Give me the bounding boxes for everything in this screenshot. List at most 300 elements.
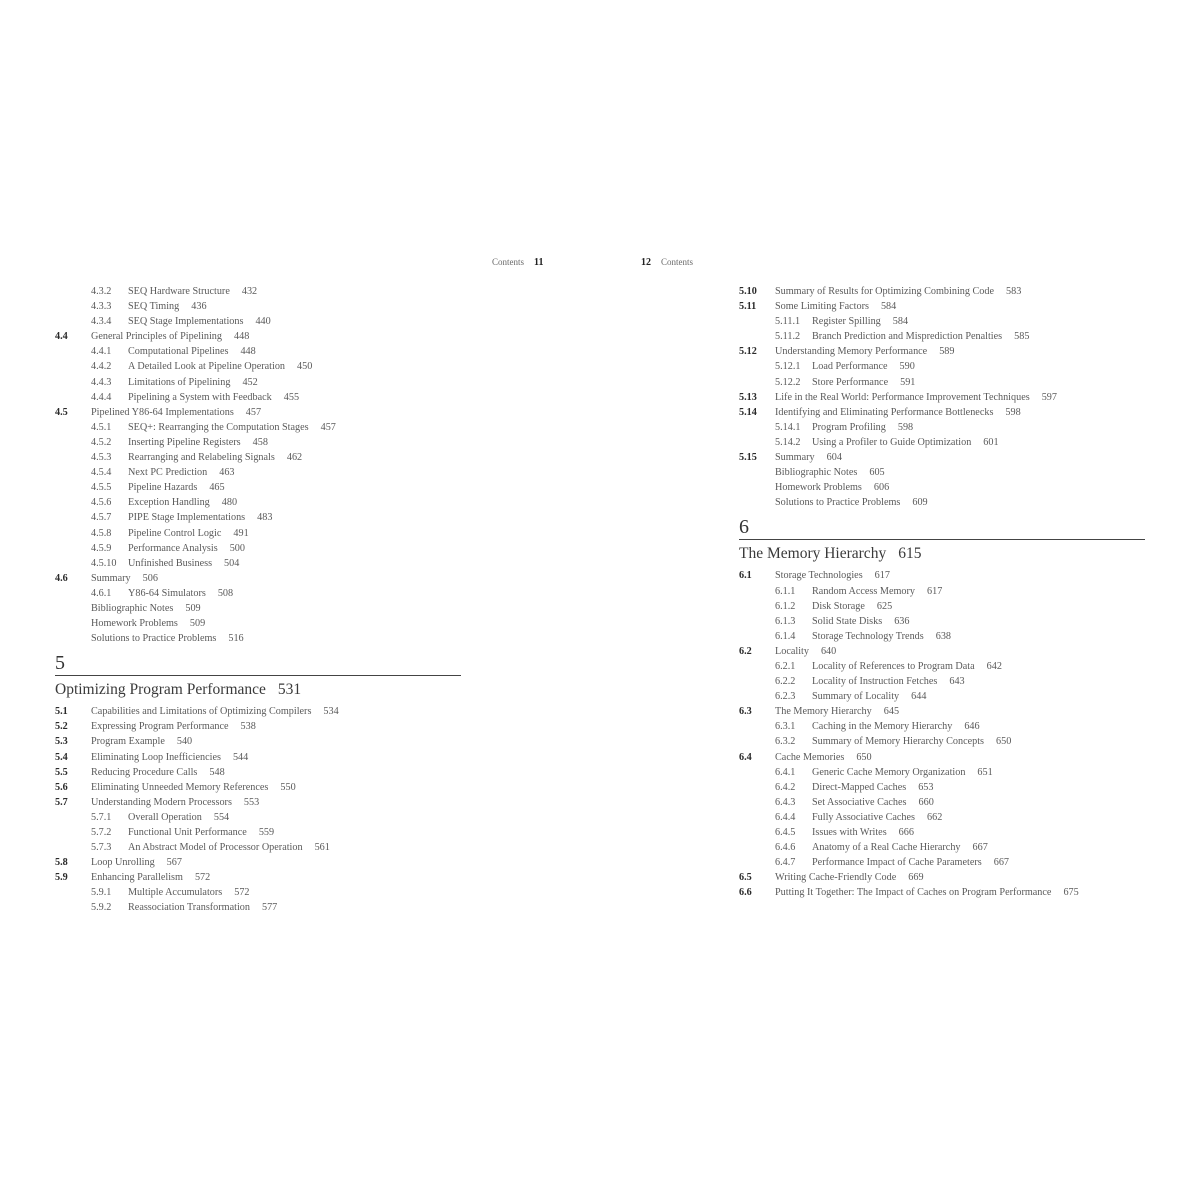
entry-page-number: 643 (949, 676, 965, 688)
toc-page-left (55, 284, 465, 916)
subsection-number: 5.11.1 (775, 316, 801, 328)
section-number: 5.7 (55, 796, 68, 808)
entry-title (812, 689, 926, 704)
entry-title (812, 734, 1011, 749)
entry-title-text: Eliminating Loop Inefficiencies (91, 751, 221, 763)
toc-subsection-entry (55, 359, 465, 374)
toc-subsection-entry (739, 659, 1149, 674)
toc-subsection-entry (55, 586, 465, 601)
entry-page-number: 598 (897, 421, 914, 433)
entry-title (91, 750, 248, 765)
entry-title (91, 765, 225, 780)
subsection-number: 5.9.2 (91, 902, 112, 914)
entry-title (91, 855, 182, 870)
entry-title (128, 299, 207, 314)
entry-page-number: 462 (286, 452, 303, 464)
toc-section-entry (55, 631, 465, 646)
section-number: 6.2 (739, 645, 752, 657)
toc-subsection-entry (55, 556, 465, 571)
entry-title-text: SEQ+: Rearranging the Computation Stages (128, 421, 309, 433)
subsection-number: 4.3.4 (91, 316, 112, 328)
entry-title (812, 375, 915, 390)
toc-subsection-entry (739, 614, 1149, 629)
toc-subsection-entry (739, 359, 1149, 374)
entry-title (128, 344, 256, 359)
entry-title-text: Performance Impact of Cache Parameters (812, 857, 982, 869)
toc-subsection-entry (739, 435, 1149, 450)
chapter-rule (739, 539, 1145, 540)
entry-title-text: Exception Handling (128, 497, 210, 509)
running-head-left-label: Contents (492, 257, 525, 267)
section-number: 6.5 (739, 872, 752, 884)
entry-page-number: 646 (964, 721, 980, 733)
toc-subsection-entry (739, 780, 1149, 795)
entry-page-number: 458 (252, 436, 268, 448)
entry-title-text: PIPE Stage Implementations (128, 512, 246, 524)
entry-page-number: 567 (166, 857, 182, 869)
entry-title-text: Summary of Results for Optimizing Combining Code (775, 286, 995, 297)
section-number: 5.1 (55, 706, 68, 718)
toc-subsection-entry (55, 510, 465, 525)
toc-subsection-entry (739, 825, 1149, 840)
subsection-number: 6.2.2 (775, 676, 796, 688)
entry-page-number: 572 (194, 872, 211, 884)
entry-title (775, 390, 1057, 405)
entry-title (128, 375, 258, 390)
toc-subsection-entry (55, 840, 465, 855)
section-number: 5.11 (739, 301, 757, 313)
entry-title-text: Anatomy of a Real Cache Hierarchy (812, 842, 961, 854)
toc-subsection-entry (739, 734, 1149, 749)
entry-title (91, 704, 339, 719)
toc-section-entry (739, 885, 1149, 900)
entry-title-text: Identifying and Eliminating Performance Bottlenecks (775, 406, 994, 418)
entry-page-number: 644 (911, 691, 927, 703)
page-number-right: 12 (641, 257, 651, 268)
toc-section-entry (739, 495, 1149, 510)
toc-subsection-entry (739, 375, 1149, 390)
entry-page-number: 534 (323, 706, 339, 718)
toc-subsection-entry (739, 810, 1149, 825)
entry-title-text: SEQ Hardware Structure (128, 286, 230, 297)
toc-section-entry (739, 750, 1149, 765)
entry-page-number: 509 (189, 618, 206, 630)
entry-title (91, 631, 244, 646)
entry-page-number: 651 (977, 766, 993, 778)
chapter-heading (55, 652, 465, 702)
entry-title (812, 584, 942, 599)
entry-title (775, 495, 928, 510)
subsection-number: 5.9.1 (91, 887, 112, 899)
toc-subsection-entry (739, 674, 1149, 689)
entry-title-text: Eliminating Unneeded Memory References (91, 781, 269, 793)
entry-title (812, 855, 1009, 870)
entry-title-text: Solutions to Practice Problems (775, 497, 901, 509)
subsection-number: 4.4.4 (91, 391, 112, 403)
toc-section-entry (739, 450, 1149, 465)
entry-title (128, 526, 249, 541)
entry-title-text: Program Profiling (812, 421, 886, 433)
subsection-number: 6.2.3 (775, 691, 796, 703)
toc-subsection-entry (739, 314, 1149, 329)
entry-title-text: Load Performance (812, 361, 888, 373)
entry-page-number: 667 (993, 857, 1009, 869)
entry-title (128, 586, 233, 601)
entry-title (91, 329, 249, 344)
entry-title-text: Homework Problems (91, 618, 178, 630)
toc-subsection-entry (55, 284, 465, 299)
entry-title-text: Solutions to Practice Problems (91, 633, 217, 645)
entry-page-number: 636 (894, 615, 910, 627)
subsection-number: 6.4.4 (775, 811, 796, 823)
toc-list (739, 284, 1149, 510)
section-number: 5.12 (739, 346, 757, 358)
entry-page-number: 584 (880, 301, 897, 313)
entry-page-number: 598 (1005, 406, 1021, 418)
subsection-number: 6.4.6 (775, 842, 796, 854)
entry-page-number: 432 (241, 286, 258, 297)
entry-title (128, 390, 299, 405)
subsection-number: 5.7.1 (91, 811, 112, 823)
entry-page-number: 597 (1041, 391, 1057, 403)
entry-title-text: Some Limiting Factors (775, 301, 869, 313)
toc-section-entry (739, 299, 1149, 314)
toc-subsection-entry (55, 825, 465, 840)
entry-page-number: 609 (912, 497, 928, 509)
section-number: 5.2 (55, 721, 68, 733)
entry-title-text: Direct-Mapped Caches (812, 781, 907, 793)
chapter-number: 6 (739, 516, 749, 539)
toc-section-entry (739, 568, 1149, 583)
chapter-title-text: The Memory Hierarchy (739, 545, 887, 563)
entry-title (775, 870, 924, 885)
entry-title-text: Rearranging and Relabeling Signals (128, 452, 275, 464)
section-number: 5.13 (739, 391, 757, 403)
toc-subsection-entry (739, 329, 1149, 344)
entry-title-text: Enhancing Parallelism (91, 872, 183, 884)
entry-title-text: Understanding Memory Performance (775, 346, 928, 358)
entry-page-number: 605 (869, 467, 885, 479)
entry-title (775, 284, 1021, 299)
toc-section-entry (55, 750, 465, 765)
chapter-rule (55, 675, 461, 676)
entry-title (91, 719, 256, 734)
toc-section-entry (739, 390, 1149, 405)
toc-section-entry (55, 616, 465, 631)
entry-title (128, 840, 330, 855)
entry-page-number: 548 (209, 766, 225, 778)
toc-subsection-entry (55, 435, 465, 450)
entry-page-number: 508 (217, 587, 234, 599)
entry-page-number: 585 (1014, 331, 1030, 343)
entry-title (91, 405, 261, 420)
entry-page-number: 645 (883, 706, 900, 718)
entry-title (128, 810, 229, 825)
entry-title (128, 900, 277, 915)
subsection-number: 6.4.5 (775, 827, 796, 838)
toc-section-entry (739, 344, 1149, 359)
section-number: 5.9 (55, 872, 68, 884)
subsection-number: 5.7.3 (91, 842, 112, 854)
entry-title (812, 359, 915, 374)
entry-title-text: Expressing Program Performance (91, 721, 229, 733)
toc-section-entry (55, 795, 465, 810)
entry-title-text: Store Performance (812, 376, 889, 388)
entry-page-number: 509 (185, 602, 201, 614)
entry-title-text: Pipelining a System with Feedback (128, 391, 272, 403)
entry-title-text: Generic Cache Memory Organization (812, 766, 966, 778)
toc-subsection-entry (55, 480, 465, 495)
subsection-number: 6.4.1 (775, 766, 796, 778)
subsection-number: 4.5.4 (91, 467, 112, 479)
entry-title (812, 810, 942, 825)
entry-title-text: A Detailed Look at Pipeline Operation (128, 361, 286, 373)
entry-page-number: 450 (297, 361, 313, 373)
entry-title (128, 556, 239, 571)
toc-list (55, 704, 465, 915)
entry-title (91, 616, 205, 631)
entry-title (91, 571, 158, 586)
entry-title (812, 629, 951, 644)
entry-title-text: General Principles of Pipelining (91, 331, 222, 343)
entry-title (128, 885, 250, 900)
entry-title (812, 719, 980, 734)
toc-subsection-entry (55, 885, 465, 900)
toc-section-entry (739, 405, 1149, 420)
entry-title-text: Summary (91, 572, 131, 584)
toc-list (55, 284, 465, 646)
subsection-number: 4.4.1 (91, 346, 112, 358)
entry-page-number: 553 (243, 796, 260, 808)
toc-subsection-entry (739, 719, 1149, 734)
section-number: 5.3 (55, 736, 68, 748)
entry-title-text: Disk Storage (812, 600, 865, 612)
entry-title-text: Solid State Disks (812, 615, 883, 627)
entry-title (91, 870, 210, 885)
toc-section-entry (739, 704, 1149, 719)
entry-title (775, 344, 954, 359)
section-number: 5.10 (739, 286, 757, 297)
entry-title-text: Functional Unit Performance (128, 827, 247, 838)
chapter-title-text: Optimizing Program Performance (55, 681, 266, 699)
entry-page-number: 572 (234, 887, 250, 899)
section-number: 6.1 (739, 570, 752, 582)
subsection-number: 6.1.1 (775, 585, 796, 597)
entry-title-text: Locality of References to Program Data (812, 660, 975, 672)
section-number: 6.3 (739, 706, 752, 718)
entry-title-text: Understanding Modern Processors (91, 796, 232, 808)
toc-subsection-entry (55, 465, 465, 480)
entry-title-text: An Abstract Model of Processor Operation (128, 842, 303, 854)
toc-subsection-entry (55, 299, 465, 314)
subsection-number: 4.3.2 (91, 286, 112, 297)
entry-title-text: Fully Associative Caches (812, 811, 915, 823)
entry-title-text: The Memory Hierarchy (775, 706, 872, 718)
entry-title (128, 420, 336, 435)
section-number: 5.15 (739, 452, 757, 464)
entry-title (812, 840, 988, 855)
entry-title-text: Limitations of Pipelining (128, 376, 231, 388)
entry-title-text: Branch Prediction and Misprediction Penalties (812, 331, 1003, 343)
entry-title (775, 299, 896, 314)
entry-page-number: 538 (240, 721, 256, 733)
toc-section-entry (739, 644, 1149, 659)
section-number: 5.5 (55, 766, 68, 778)
running-head-right (641, 257, 693, 268)
entry-title (91, 601, 201, 616)
subsection-number: 6.4.3 (775, 796, 796, 808)
subsection-number: 5.11.2 (775, 331, 801, 343)
entry-title-text: Summary of Memory Hierarchy Concepts (812, 736, 985, 748)
toc-subsection-entry (55, 450, 465, 465)
entry-page-number: 606 (873, 482, 890, 494)
section-number: 5.4 (55, 751, 68, 763)
entry-page-number: 457 (245, 406, 262, 418)
chapter-title (739, 544, 1149, 566)
subsection-number: 4.5.3 (91, 452, 112, 464)
toc-section-entry (55, 329, 465, 344)
toc-subsection-entry (55, 314, 465, 329)
subsection-number: 6.3.2 (775, 736, 796, 748)
toc-page-right (739, 284, 1149, 900)
chapter-heading (739, 516, 1149, 566)
toc-subsection-entry (739, 420, 1149, 435)
entry-page-number: 516 (228, 633, 244, 645)
subsection-number: 4.6.1 (91, 587, 112, 599)
entry-title-text: Putting It Together: The Impact of Caches on Program Performance (775, 887, 1052, 899)
entry-page-number: 662 (927, 811, 943, 823)
entry-page-number: 457 (320, 421, 336, 433)
entry-title-text: SEQ Timing (128, 301, 180, 313)
entry-title (128, 825, 274, 840)
entry-title-text: Set Associative Caches (812, 796, 907, 808)
entry-title-text: Bibliographic Notes (775, 467, 858, 479)
subsection-number: 4.5.8 (91, 527, 112, 539)
entry-title-text: Summary of Locality (812, 691, 900, 703)
toc-subsection-entry (55, 344, 465, 359)
entry-page-number: 463 (219, 467, 235, 479)
entry-title-text: Homework Problems (775, 482, 862, 494)
entry-page-number: 583 (1006, 286, 1022, 297)
entry-page-number: 465 (209, 482, 225, 494)
entry-title (128, 495, 237, 510)
entry-title-text: Inserting Pipeline Registers (128, 436, 241, 448)
entry-page-number: 638 (935, 630, 952, 642)
subsection-number: 5.14.1 (775, 421, 801, 433)
entry-title (812, 765, 993, 780)
entry-page-number: 448 (240, 346, 256, 358)
toc-section-entry (55, 855, 465, 870)
entry-page-number: 640 (820, 645, 837, 657)
toc-subsection-entry (739, 855, 1149, 870)
section-number: 4.4 (55, 331, 68, 343)
toc-subsection-entry (739, 629, 1149, 644)
entry-page-number: 601 (983, 436, 999, 448)
toc-section-entry (55, 601, 465, 616)
entry-page-number: 544 (232, 751, 249, 763)
subsection-number: 6.1.3 (775, 615, 796, 627)
entry-title (91, 795, 259, 810)
entry-page-number: 675 (1063, 887, 1079, 899)
subsection-number: 4.4.2 (91, 361, 112, 373)
entry-title-text: Locality of Instruction Fetches (812, 676, 938, 688)
toc-subsection-entry (739, 599, 1149, 614)
entry-page-number: 666 (898, 827, 914, 838)
entry-title (775, 568, 890, 583)
entry-title (812, 614, 909, 629)
subsection-number: 5.14.2 (775, 436, 801, 448)
entry-page-number: 604 (826, 452, 842, 464)
entry-title (812, 674, 965, 689)
entry-title-text: Storage Technologies (775, 570, 863, 582)
entry-page-number: 448 (234, 331, 250, 343)
entry-page-number: 491 (233, 527, 249, 539)
toc-subsection-entry (55, 541, 465, 556)
section-number: 6.6 (739, 887, 752, 899)
entry-page-number: 452 (242, 376, 258, 388)
entry-title (812, 420, 913, 435)
entry-title-text: Summary (775, 452, 815, 464)
toc-subsection-entry (55, 900, 465, 915)
toc-subsection-entry (55, 810, 465, 825)
toc-section-entry (55, 780, 465, 795)
entry-page-number: 589 (939, 346, 955, 358)
section-number: 4.5 (55, 406, 68, 418)
toc-subsection-entry (739, 689, 1149, 704)
entry-title (812, 314, 908, 329)
entry-title-text: Next PC Prediction (128, 467, 208, 479)
entry-title (775, 750, 872, 765)
entry-title (812, 435, 999, 450)
subsection-number: 6.3.1 (775, 721, 796, 733)
toc-section-entry (55, 704, 465, 719)
entry-title (812, 795, 934, 810)
entry-title-text: Loop Unrolling (91, 857, 155, 869)
entry-page-number: 591 (900, 376, 916, 388)
entry-title-text: Locality (775, 645, 809, 657)
entry-title (128, 450, 302, 465)
entry-page-number: 653 (918, 781, 934, 793)
toc-subsection-entry (55, 526, 465, 541)
subsection-number: 6.4.2 (775, 781, 796, 793)
entry-title (812, 329, 1029, 344)
entry-page-number: 436 (191, 301, 207, 313)
entry-page-number: 506 (142, 572, 158, 584)
entry-page-number: 577 (261, 902, 278, 914)
subsection-number: 5.12.1 (775, 361, 801, 373)
chapter-number: 5 (55, 652, 65, 675)
entry-page-number: 504 (224, 557, 240, 569)
toc-section-entry (739, 284, 1149, 299)
entry-title (128, 284, 257, 299)
section-number: 5.8 (55, 857, 68, 869)
toc-section-entry (55, 870, 465, 885)
entry-page-number: 561 (314, 842, 330, 854)
toc-subsection-entry (739, 795, 1149, 810)
entry-title-text: Reassociation Transformation (128, 902, 250, 914)
running-head-right-label: Contents (661, 257, 694, 267)
toc-subsection-entry (739, 584, 1149, 599)
entry-title (812, 780, 933, 795)
subsection-number: 4.4.3 (91, 376, 112, 388)
entry-title-text: Using a Profiler to Guide Optimization (812, 436, 972, 448)
section-number: 5.14 (739, 406, 757, 418)
entry-title-text: Multiple Accumulators (128, 887, 223, 899)
chapter-page-number: 615 (898, 545, 922, 563)
entry-title-text: Storage Technology Trends (812, 630, 924, 642)
subsection-number: 4.5.6 (91, 497, 112, 509)
entry-page-number: 440 (255, 316, 271, 328)
